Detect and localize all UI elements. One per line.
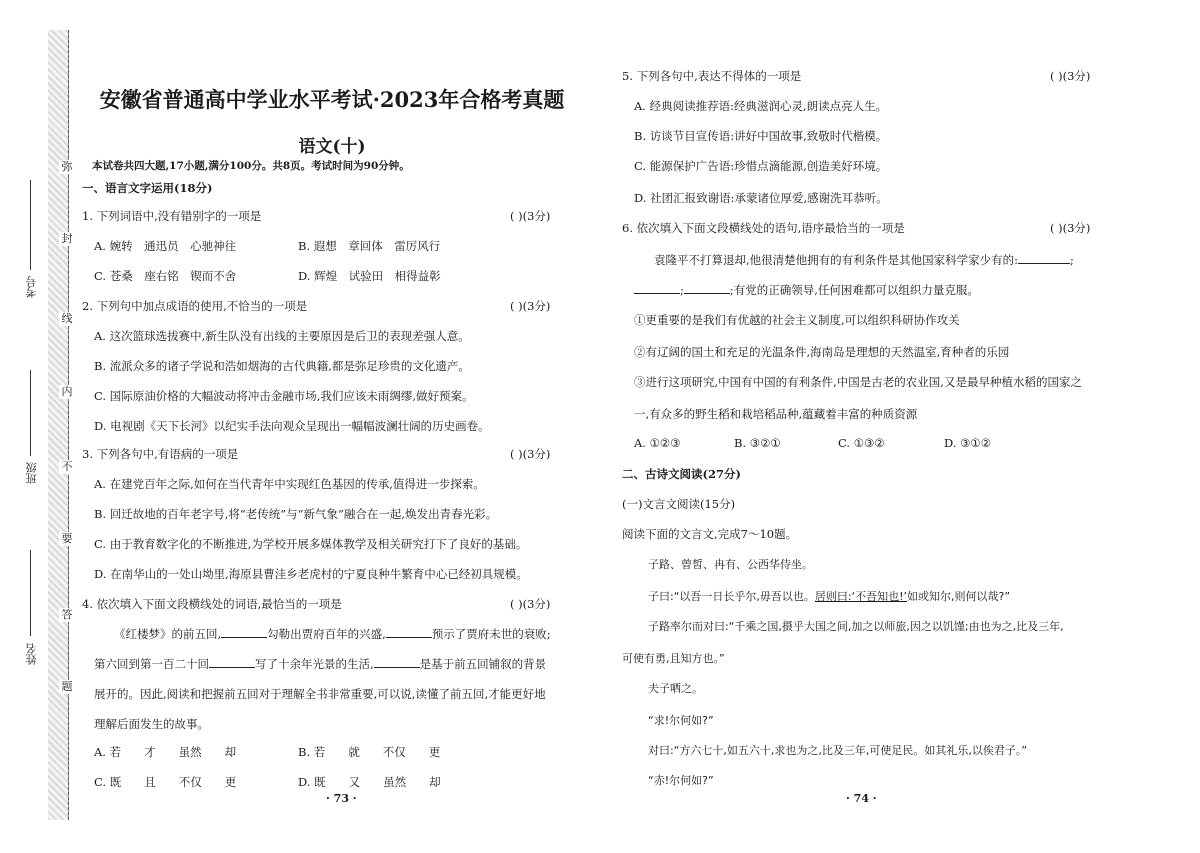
binding-strip [48, 30, 69, 820]
section-2-heading: 二、古诗文阅读(27分) [622, 467, 741, 481]
q6-option-d: D. ③①② [944, 436, 992, 450]
classical-text: 如或知尔,则何以哉?” [907, 590, 1011, 603]
class-line [30, 370, 31, 456]
q5-option-d: D. 社团汇报致谢语:承蒙诸位厚爱,感谢洗耳恭听。 [634, 191, 888, 205]
classical-text-4: 夫子哂之。 [648, 682, 703, 695]
q5-option-c: C. 能源保护广告语:珍惜点滴能源,创造美好环境。 [634, 159, 888, 173]
exam-number-line [30, 180, 31, 270]
classical-text-3: 子路率尔而对曰:“千乘之国,摄乎大国之间,加之以师旅,因之以饥馑;由也为之,比及三年, [648, 620, 1064, 633]
q4-option-c: C. 既 且 不仅 更 [94, 775, 237, 789]
q6-stem: 6. 依次填入下面文段横线处的语句,语序最恰当的一项是 [622, 221, 905, 235]
classical-text-1: 子路、曾皙、冉有、公西华侍坐。 [648, 558, 813, 571]
classical-text-3-cont: 可使有勇,且知方也。” [622, 652, 725, 665]
q2-stem: 2. 下列句中加点成语的使用,不恰当的一项是 [82, 299, 308, 313]
q4-passage-line-1 [114, 626, 551, 642]
page-number-right: · 74 · [846, 792, 877, 805]
seal-char: 要 [59, 532, 75, 546]
exam-number-label: 考号 [25, 276, 38, 298]
classical-text-2 [648, 588, 1010, 604]
seal-char: 答 [59, 608, 75, 622]
q6-item-1: ①更重要的是我们有优越的社会主义制度,可以组织科研协作攻关 [634, 313, 960, 327]
q1-stem: 1. 下列词语中,没有错别字的一项是 [82, 209, 262, 223]
q3-option-b: B. 回迁故地的百年老字号,将“老传统”与“新气象”融合在一起,焕发出青春光彩。 [94, 507, 498, 521]
blank [386, 627, 432, 638]
q2-option-a: A. 这次篮球选拔赛中,新生队没有出线的主要原因是后卫的表现差强人意。 [94, 329, 470, 343]
q3-option-c: C. 由于教育数字化的不断推进,为学校开展多媒体教学及相关研究打下了良好的基础。 [94, 537, 528, 551]
q6-text: ;有党的正确领导,任何困难都可以组织力量克服。 [729, 283, 979, 297]
blank [209, 657, 255, 668]
seal-line [68, 30, 69, 820]
underlined-phrase: 居则曰:‘不吾知也!’ [814, 590, 908, 603]
page-number-left: · 73 · [326, 792, 357, 805]
blank [221, 627, 267, 638]
q1-option-c: C. 苍桑 座右铭 锲而不舍 [94, 269, 237, 283]
q4-option-d: D. 既 又 虽然 却 [298, 775, 441, 789]
name-line [30, 550, 31, 636]
q6-option-c: C. ①③② [838, 436, 885, 450]
q4-text: 《红楼梦》的前五回, [114, 627, 222, 641]
blank [634, 283, 680, 294]
seal-char: 题 [59, 680, 75, 694]
seal-char: 弥 [59, 160, 75, 174]
q5-option-b: B. 访谈节目宣传语:讲好中国故事,致敬时代楷模。 [634, 129, 888, 143]
reading-intro: 阅读下面的文言文,完成7～10题。 [622, 527, 798, 541]
q4-text: 勾勒出贾府百年的兴盛, [267, 627, 386, 641]
page-title: 安徽省普通高中学业水平考试·2023年合格考真题 [99, 87, 565, 112]
q6-option-b: B. ③②① [734, 436, 781, 450]
blank [374, 657, 420, 668]
q4-text: 是基于前五回铺叙的背景 [419, 657, 547, 671]
classical-text-6: 对曰:“方六七十,如五六十,求也为之,比及三年,可使足民。如其礼乐,以俟君子。” [648, 744, 1028, 757]
name-label: 姓名 [25, 643, 38, 665]
q4-passage-line-4: 理解后面发生的故事。 [94, 717, 209, 731]
q1-option-b: B. 遐想 章回体 雷厉风行 [298, 239, 441, 253]
exam-note: 本试卷共四大题,17小题,满分100分。共8页。考试时间为90分钟。 [92, 160, 410, 172]
q6-item-2: ②有辽阔的国土和充足的光温条件,海南岛是理想的天然温室,育种者的乐园 [634, 345, 1010, 359]
q4-option-b: B. 若 就 不仅 更 [298, 745, 441, 759]
q3-option-a: A. 在建党百年之际,如何在当代青年中实现红色基因的传承,值得进一步探索。 [94, 477, 485, 491]
classical-text-7: “赤!尔何如?” [648, 774, 714, 787]
page-subtitle: 语文(十) [298, 137, 366, 157]
q2-score: ( )(3分) [510, 299, 551, 313]
q4-score: ( )(3分) [510, 597, 551, 611]
q2-option-b: B. 流派众多的诸子学说和浩如烟海的古代典籍,都是弥足珍贵的文化遗产。 [94, 359, 470, 373]
q4-text: 写了十余年光景的生活, [255, 657, 374, 671]
q6-item-3: ③进行这项研究,中国有中国的有利条件,中国是古老的农业国,又是最早种植水稻的国家之 [634, 375, 1082, 389]
q4-passage-line-3: 展开的。因此,阅读和把握前五回对于理解全书非常重要,可以说,读懂了前五回,才能更好地 [94, 687, 546, 701]
classical-text-5: “求!尔何如?” [648, 714, 714, 727]
blank [1018, 253, 1070, 264]
q1-option-a: A. 婉转 通迅员 心驰神往 [94, 239, 237, 253]
q6-option-a: A. ①②③ [634, 436, 681, 450]
q6-passage-line-2: ; ;有党的正确领导,任何困难都可以组织力量克服。 [634, 282, 979, 298]
q4-text: 第六回到第一百二十回 [94, 657, 209, 671]
q5-option-a: A. 经典阅读推荐语:经典滋润心灵,朗读点亮人生。 [634, 99, 888, 113]
q6-score: ( )(3分) [1050, 221, 1091, 235]
q5-stem: 5. 下列各句中,表达不得体的一项是 [622, 69, 802, 83]
q5-score: ( )(3分) [1050, 69, 1091, 83]
q1-option-d: D. 辉煌 试验田 相得益彰 [298, 269, 441, 283]
blank [684, 283, 730, 294]
seal-char: 不 [59, 460, 75, 474]
q4-passage-line-2 [94, 656, 546, 672]
q6-passage-line-1: 袁隆平不打算退却,他很清楚他拥有的有利条件是其他国家科学家少有的: ; [654, 253, 1074, 267]
q1-score: ( )(3分) [510, 209, 551, 223]
q3-stem: 3. 下列各句中,有语病的一项是 [82, 447, 239, 461]
q2-option-c: C. 国际原油价格的大幅波动将冲击金融市场,我们应该未雨绸缪,做好预案。 [94, 389, 474, 403]
q6-text: 袁隆平不打算退却,他很清楚他拥有的有利条件是其他国家科学家少有的: [654, 253, 1019, 267]
seal-char: 线 [59, 312, 75, 326]
q6-item-3-cont: 一,有众多的野生稻和栽培稻品种,蕴藏着丰富的种质资源 [634, 407, 918, 421]
q4-option-a: A. 若 才 虽然 却 [94, 745, 237, 759]
classical-text: 子曰:“以吾一日长乎尔,毋吾以也。 [648, 590, 815, 603]
q2-option-d: D. 电视剧《天下长河》以纪实手法向观众呈现出一幅幅波澜壮阔的历史画卷。 [94, 419, 490, 433]
class-label: 班级 [25, 462, 38, 484]
subsection-heading: (一)文言文阅读(15分) [622, 497, 736, 511]
seal-char: 封 [59, 232, 75, 246]
q3-score: ( )(3分) [510, 447, 551, 461]
seal-char: 内 [59, 385, 75, 399]
q4-text: 预示了贾府未世的衰败; [431, 627, 551, 641]
section-1-heading: 一、语言文字运用(18分) [82, 181, 213, 195]
q4-stem: 4. 依次填入下面文段横线处的词语,最恰当的一项是 [82, 597, 342, 611]
q3-option-d: D. 在南华山的一处山坳里,海原县曹洼乡老虎村的宁夏良种牛繁育中心已经初具规模。 [94, 567, 528, 581]
